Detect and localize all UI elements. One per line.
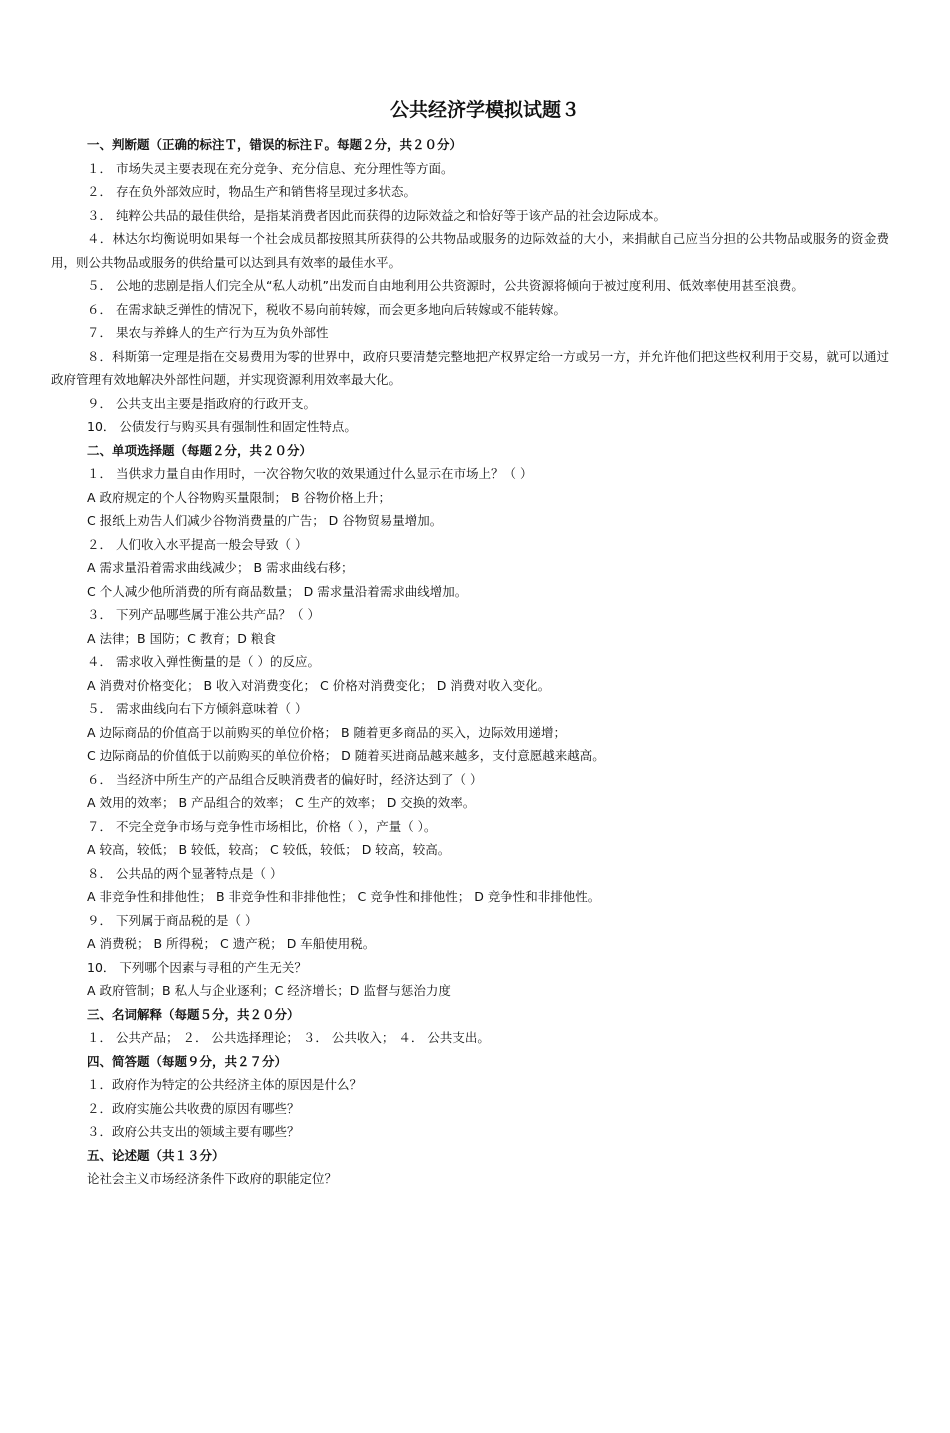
question-line: １．政府作为特定的公共经济主体的原因是什么？ (87, 1077, 363, 1092)
option-line: A 需求量沿着需求曲线减少； B 需求曲线右移； (87, 560, 354, 575)
option-line: A 非竞争性和排他性； B 非竞争性和非排他性； C 竞争性和排他性； D 竞争性和非排他性。 (87, 889, 601, 904)
question-item: ３． 纯粹公共品的最佳供给，是指某消费者因此而获得的边际效益之和恰好等于该产品的社会边际成本。 (87, 207, 666, 223)
question-item: ２． 存在负外部效应时，物品生产和销售将呈现过多状态。 (87, 184, 416, 199)
option-line: A 边际商品的价值高于以前购买的单位价格； B 随着更多商品的买入，边际效用递增； (87, 724, 567, 740)
option-line: A 消费对价格变化； B 收入对消费变化； C 价格对消费变化； D 消费对收入变化。 (87, 677, 551, 693)
question-line: ３． 下列产品哪些属于准公共产品？（ ） (87, 607, 320, 622)
section-heading-multiple-choice: 二、单项选择题（每题２分，共２０分） (87, 442, 313, 458)
option-line: A 法律；B 国防；C 教育；D 粮食 (87, 630, 276, 646)
question-line: 论社会主义市场经济条件下政府的职能定位？ (87, 1171, 338, 1186)
section-heading-definitions: 三、名词解释（每题５分，共２０分） (87, 1006, 300, 1022)
question-line: ２． 人们收入水平提高一般会导致（ ） (87, 536, 308, 552)
question-item: ９． 公共支出主要是指政府的行政开支。 (87, 395, 316, 411)
section-heading-short-answer: 四、简答题（每题９分，共２７分） (87, 1053, 288, 1069)
section-heading-true-false: 一、判断题（正确的标注Ｔ，错误的标注Ｆ。每题２分，共２０分） (87, 137, 463, 152)
question-line: ３．政府公共支出的领域主要有哪些？ (87, 1124, 300, 1139)
question-line: ８． 公共品的两个显著特点是（ ） (87, 865, 283, 881)
option-line: A 消费税； B 所得税； C 遗产税； D 车船使用税。 (87, 936, 376, 951)
option-line: A 政府规定的个人谷物购买量限制； B 谷物价格上升； (87, 489, 392, 505)
question-line: ２．政府实施公共收费的原因有哪些？ (87, 1100, 300, 1116)
document-body (51, 133, 889, 1191)
question-item: ５． 公地的悲剧是指人们完全从“私人动机”出发而自由地利用公共资源时，公共资源将倾向于被过度利用、低效率使用甚至浪费。 (87, 278, 804, 293)
question-line: ５． 需求曲线向右下方倾斜意味着（ ） (87, 701, 308, 716)
question-line: ４． 需求收入弹性衡量的是（ ）的反应。 (87, 654, 320, 669)
question-line: １． 当供求力量自由作用时，一次谷物欠收的效果通过什么显示在市场上？（ ） (87, 466, 533, 481)
question-line: ６． 当经济中所生产的产品组合反映消费者的偏好时，经济达到了（ ） (87, 771, 483, 787)
question-line: ７． 不完全竞争市场与竞争性市场相比，价格（ ），产量（ ）。 (87, 818, 437, 834)
option-line: A 政府管制；B 私人与企业逐利；C 经济增长；D 监督与惩治力度 (87, 983, 451, 998)
question-item: ７． 果农与养蜂人的生产行为互为负外部性 (87, 325, 329, 340)
option-line: A 效用的效率； B 产品组合的效率； C 生产的效率； D 交换的效率。 (87, 795, 476, 810)
section-heading-essay: 五、论述题（共１３分） (87, 1147, 225, 1163)
question-line: ９． 下列属于商品税的是（ ） (87, 912, 258, 928)
option-line: C 边际商品的价值低于以前购买的单位价格； D 随着买进商品越来越多，支付意愿越来越高。 (87, 748, 605, 763)
question-item: ８．科斯第一定理是指在交易费用为零的世界中，政府只要清楚完整地把产权界定给一方或另一方，并允许他们把这些权利用于交易，就可以通过政府管理有效地解决外部性问题，并实现资源利用效率最大化。 (51, 348, 889, 387)
question-item: １． 市场失灵主要表现在充分竞争、充分信息、充分理性等方面。 (87, 160, 454, 176)
question-item: 10． 公债发行与购买具有强制性和固定性特点。 (87, 419, 357, 434)
page-title: 公共经济学模拟试题３ (389, 99, 580, 121)
question-line: １． 公共产品； ２． 公共选择理论； ３． 公共收入； ４． 公共支出。 (87, 1030, 490, 1045)
option-line: C 个人减少他所消费的所有商品数量； D 需求量沿着需求曲线增加。 (87, 583, 468, 599)
question-item: ６． 在需求缺乏弹性的情况下，税收不易向前转嫁，而会更多地向后转嫁或不能转嫁。 (87, 301, 566, 317)
question-line: 10． 下列哪个因素与寻租的产生无关？ (87, 959, 307, 975)
question-item: ４．林达尔均衡说明如果每一个社会成员都按照其所获得的公共物品或服务的边际效益的大小，来捐献自己应当分担的公共物品或服务的资金费用，则公共物品或服务的供给量可以达到具有效率的最佳水平。 (51, 231, 889, 270)
option-line: C 报纸上劝告人们减少谷物消费量的广告； D 谷物贸易量增加。 (87, 513, 443, 528)
option-line: A 较高，较低； B 较低，较高； C 较低，较低； D 较高，较高。 (87, 842, 451, 857)
